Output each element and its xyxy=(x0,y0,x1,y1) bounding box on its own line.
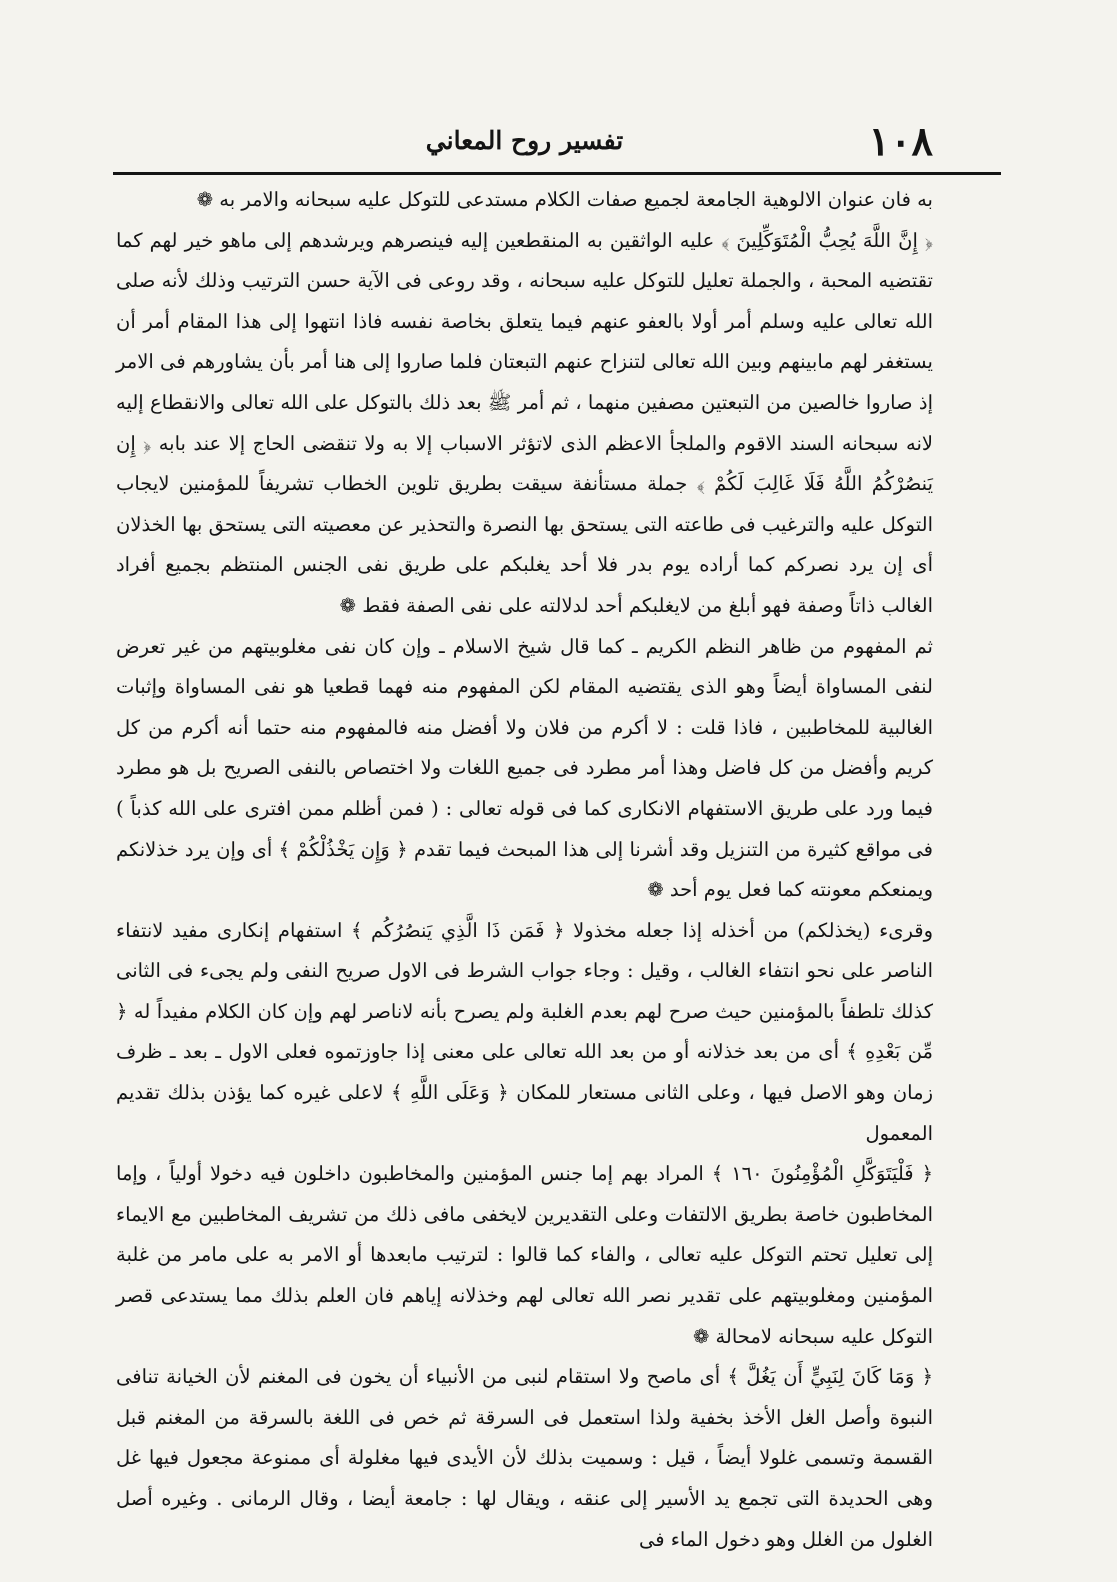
running-title: تفسير روح المعاني xyxy=(425,126,624,155)
header-rule xyxy=(113,172,1001,175)
paragraph-6: ﴿ وَمَا كَانَ لِنَبِيٍّ أَن يَغُلَّ ﴾ أى ماصح ولا استقام لنبى من الأنبياء أن يخون فى المغنم لأن الخيانة تنافى النبوة وأصل الغل الأخذ بخفية ولذا استعمل فى السرقة ثم خص فى اللغة بالسرقة من المغنم قبل القسمة وتسمى غلولا أيضاً ، قيل : وسميت بذلك لأن الأيدى فيها مغلولة أى ممنوعة مجعول فيها غل وهى الحديدة التى تجمع يد الأسير إلى عنقه ، ويقال لها : جامعة أيضا ، وقال الرمانى . وغيره أصل الغلول من الغلل وهو دخول الماء فى xyxy=(116,1365,933,1551)
paragraph-3: ثم المفهوم من ظاهر النظم الكريم ـ كما قال شيخ الاسلام ـ وإن كان نفى مغلوبيتهم من غير تعرض لنفى المساواة أيضاً وهو الذى يقتضيه المقام لكن المفهوم منه فهما قطعيا هو نفى المساواة وإثبات الغالبية للمخاطبين ، فاذا قلت : لا أكرم من فلان ولا أفضل منه فالمفهوم منه حتما أنه أكرم من كل كريم وأفضل من كل فاضل وهذا أمر مطرد فى جميع اللغات ولا اختصاص بالنفى الصريح بل هو مطرد فيما ورد على طريق الاستفهام الانكارى كما فى قوله تعالى : ( فمن أظلم ممن افترى على الله كذباً ) فى مواقع كثيرة من التنزيل وقد أشرنا إلى هذا المبحث فيما تقدم ﴿ وَإِن يَخْذُلْكُمْ ﴾ أى وإن يرد خذلانكم ويمنعكم معونته كما فعل يوم أحد ❁ xyxy=(116,634,933,902)
paragraph-5: ﴿ فَلْيَتَوَكَّلِ الْمُؤْمِنُونَ ١٦٠ ﴾ المراد بهم إما جنس المؤمنين والمخاطبون داخلون فيه دخولا أولياً ، وإما المخاطبون خاصة بطريق الالتفات وعلى التقديرين لايخفى مافى ذلك من تشريف المخاطبين مع الايماء إلى تعليل تحتم التوكل عليه تعالى ، والفاء كما قالوا : لترتيب مابعدها أو الامر به على مامر من غلبة المؤمنين ومغلوبيتهم على تقدير نصر الله تعالى لهم وخذلانه إياهم فان العلم بذلك مما يستدعى قصر التوكل عليه سبحانه لامحالة ❁ xyxy=(116,1162,933,1348)
paragraph-2: ﴿ إِنَّ اللَّهَ يُحِبُّ الْمُتَوَكِّلِينَ ﴾ عليه الواثقين به المنقطعين إليه فينصرهم ويرشدهم إلى ماهو خير لهم كما تقتضيه المحبة ، والجملة تعليل للتوكل عليه سبحانه ، وقد روعى فى الآية حسن الترتيب وذلك لأنه صلى الله تعالى عليه وسلم أمر أولا بالعفو عنهم فيما يتعلق بخاصة نفسه فاذا انتهوا إلى هذا المقام أمر أن يستغفر لهم مابينهم وبين الله تعالى لتنزاح عنهم التبعتان فلما صاروا إلى هنا أمر بأن يشاورهم فى الامر إذ صاروا خالصين من التبعتين مصفين منهما ، ثم أمر ﷺ بعد ذلك بالتوكل على الله تعالى والانقطاع إليه لانه سبحانه السند الاقوم والملجأ الاعظم الذى لاتؤثر الاسباب إلا به ولا تنقضى الحاج إلا عند بابه ﴿ إِن يَنصُرْكُمُ اللَّهُ فَلَا غَالِبَ لَكُمْ ﴾ جملة مستأنفة سيقت بطريق تلوين الخطاب تشريفاً للمؤمنين لايجاب التوكل عليه والترغيب فى طاعته التى يستحق بها النصرة والتحذير عن معصيته التى يستحق بها الخذلان أى إن يرد نصركم كما أراده يوم بدر فلا أحد يغلبكم على طريق نفى الجنس المنتظم بجميع أفراد الغالب ذاتاً وصفة فهو أبلغ من لايغلبكم أحد لدلالته على نفى الصفة فقط ❁ xyxy=(116,228,934,617)
paragraph-1: به فان عنوان الالوهية الجامعة لجميع صفات الكلام مستدعى للتوكل عليه سبحانه والامر به ❁ xyxy=(196,188,933,211)
page-header xyxy=(116,118,933,174)
paragraph-4: وقرىء (يخذلكم) من أخذله إذا جعله مخذولا ﴿ فَمَن ذَا الَّذِي يَنصُرُكُم ﴾ استفهام إنكارى مفيد لانتفاء الناصر على نحو انتفاء الغالب ، وقيل : وجاء جواب الشرط فى الاول صريح النفى ولم يجىء فى الثانى كذلك تلطفاً بالمؤمنين حيث صرح لهم بعدم الغلبة ولم يصرح بأنه لاناصر لهم وإن كان الكلام مفيداً له ﴿ مِّن بَعْدِهِ ﴾ أى من بعد خذلانه أو من بعد الله تعالى على معنى إذا جاوزتموه فعلى الاول ـ بعد ـ ظرف زمان وهو الاصل فيها ، وعلى الثانى مستعار للمكان ﴿ وَعَلَى اللَّهِ ﴾ لاعلى غيره كما يؤذن بذلك تقديم المعمول xyxy=(116,918,933,1145)
page-number: ١٠٨ xyxy=(868,118,933,165)
page-body xyxy=(116,180,933,1560)
